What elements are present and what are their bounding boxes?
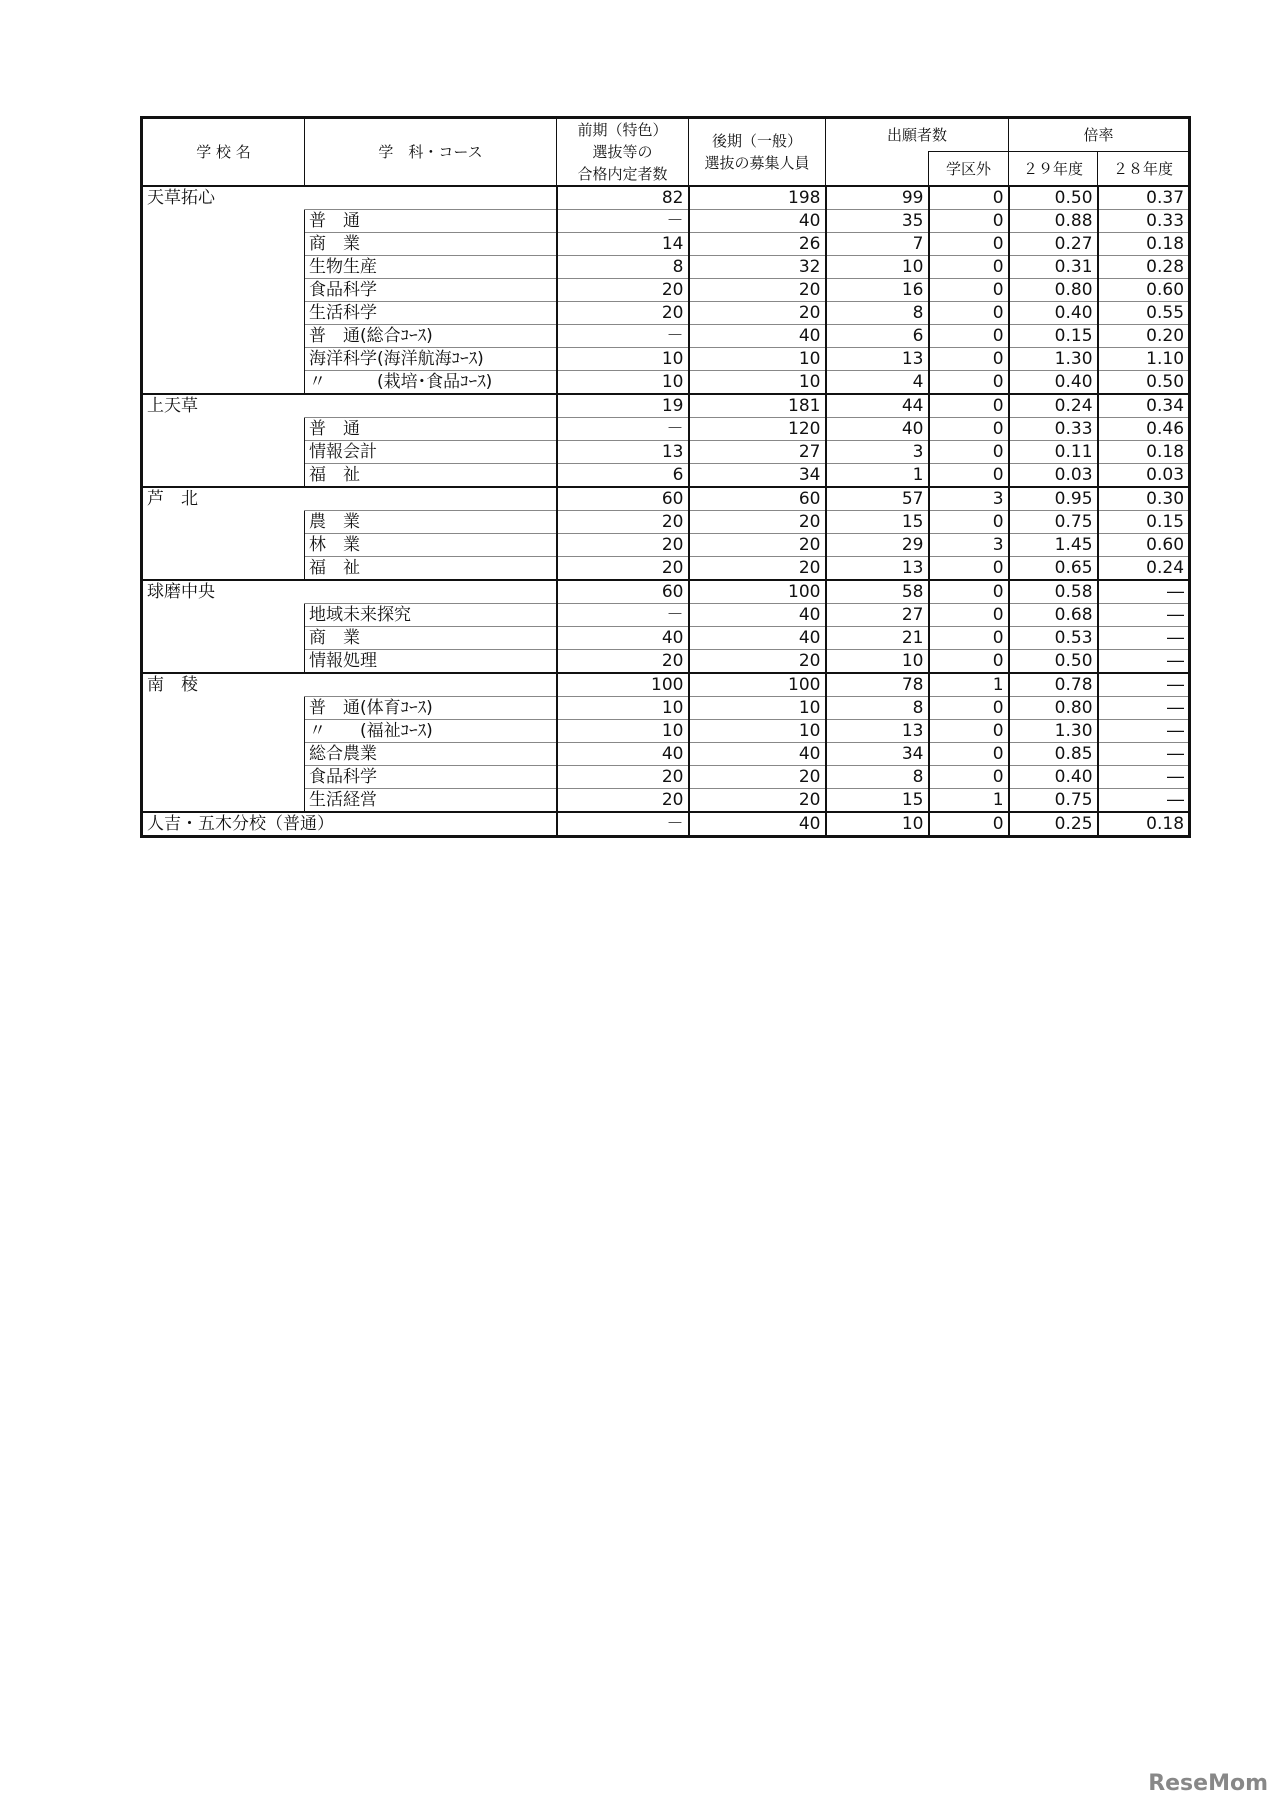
school-name-blank: [142, 720, 305, 743]
cell-apps: 44: [826, 394, 929, 418]
cell-r29: 0.40: [1009, 766, 1098, 789]
cell-out: 0: [929, 210, 1009, 233]
cell-out: 0: [929, 371, 1009, 395]
cell-out: 3: [929, 487, 1009, 511]
cell-r28: 0.03: [1098, 464, 1190, 488]
cell-early: 20: [557, 534, 689, 557]
cell-early: 40: [557, 627, 689, 650]
course-name: 商 業: [305, 627, 557, 650]
header-y28: ２８年度: [1098, 152, 1190, 186]
cell-apps: 29: [826, 534, 929, 557]
course-name: 農 業: [305, 511, 557, 534]
cell-late: 20: [689, 534, 826, 557]
header-late-line: 後期（一般）: [711, 132, 802, 150]
course-name: 普 通: [305, 210, 557, 233]
school-name-blank: [142, 210, 305, 233]
course-row: [142, 464, 1190, 488]
cell-early: －: [557, 604, 689, 627]
course-name: 普 通(体育ｺｰｽ): [305, 697, 557, 720]
cell-out: 0: [929, 233, 1009, 256]
cell-r29: 0.31: [1009, 256, 1098, 279]
course-name: 〃 (栽培･食品ｺｰｽ): [305, 371, 557, 395]
school-name-blank: [142, 766, 305, 789]
cell-late: 34: [689, 464, 826, 488]
cell-out: 0: [929, 464, 1009, 488]
course-row: [142, 743, 1190, 766]
cell-r28: ―: [1098, 720, 1190, 743]
course-row: [142, 720, 1190, 743]
course-row: [142, 279, 1190, 302]
cell-r28: 0.46: [1098, 418, 1190, 441]
course-name: 普 通: [305, 418, 557, 441]
cell-apps: 10: [826, 650, 929, 674]
cell-early: 6: [557, 464, 689, 488]
course-name: 福 祉: [305, 464, 557, 488]
resemom-watermark-logo: ReseMom: [1148, 1771, 1268, 1796]
header-late-line: 選抜の募集人員: [704, 154, 810, 172]
cell-late: 20: [689, 766, 826, 789]
course-row: [142, 233, 1190, 256]
cell-out: 0: [929, 256, 1009, 279]
cell-r29: 0.80: [1009, 697, 1098, 720]
school-name-blank: [142, 511, 305, 534]
cell-early: 20: [557, 302, 689, 325]
cell-r29: 0.25: [1009, 812, 1098, 837]
school-name-blank: [142, 348, 305, 371]
header-y29: ２９年度: [1009, 152, 1098, 186]
cell-r29: 0.68: [1009, 604, 1098, 627]
school-name-blank: [142, 464, 305, 488]
course-name: 情報処理: [305, 650, 557, 674]
cell-late: 10: [689, 697, 826, 720]
cell-late: 20: [689, 557, 826, 581]
course-name: 生活経営: [305, 789, 557, 813]
table-body: [142, 186, 1190, 837]
cell-r29: 1.30: [1009, 348, 1098, 371]
cell-apps: 3: [826, 441, 929, 464]
course-name: 情報会計: [305, 441, 557, 464]
school-name: 上天草: [142, 394, 557, 418]
cell-late: 27: [689, 441, 826, 464]
school-row: [142, 394, 1190, 418]
cell-r29: 0.33: [1009, 418, 1098, 441]
course-name: 〃 (福祉ｺｰｽ): [305, 720, 557, 743]
cell-r29: 0.80: [1009, 279, 1098, 302]
header-late: [689, 118, 826, 187]
cell-early: 8: [557, 256, 689, 279]
school-row: [142, 186, 1190, 210]
cell-early: 19: [557, 394, 689, 418]
course-name: 総合農業: [305, 743, 557, 766]
cell-r29: 0.50: [1009, 650, 1098, 674]
cell-late: 40: [689, 604, 826, 627]
cell-late: 198: [689, 186, 826, 210]
course-name: 商 業: [305, 233, 557, 256]
cell-r28: ―: [1098, 743, 1190, 766]
cell-apps: 10: [826, 256, 929, 279]
cell-late: 32: [689, 256, 826, 279]
cell-r28: 0.28: [1098, 256, 1190, 279]
cell-r29: 0.75: [1009, 511, 1098, 534]
cell-out: 0: [929, 441, 1009, 464]
course-row: [142, 627, 1190, 650]
cell-r29: 0.78: [1009, 673, 1098, 697]
cell-late: 20: [689, 279, 826, 302]
school-row: [142, 673, 1190, 697]
course-name: 海洋科学(海洋航海ｺｰｽ): [305, 348, 557, 371]
cell-apps: 40: [826, 418, 929, 441]
cell-late: 120: [689, 418, 826, 441]
cell-r28: 0.50: [1098, 371, 1190, 395]
header-early-line: 選抜等の: [592, 143, 653, 161]
course-row: [142, 371, 1190, 395]
header-course: 学 科・コース: [305, 118, 557, 187]
cell-late: 100: [689, 673, 826, 697]
course-row: [142, 766, 1190, 789]
cell-r29: 0.58: [1009, 580, 1098, 604]
cell-r28: ―: [1098, 650, 1190, 674]
cell-early: 10: [557, 348, 689, 371]
cell-out: 0: [929, 604, 1009, 627]
cell-apps: 6: [826, 325, 929, 348]
cell-late: 100: [689, 580, 826, 604]
cell-apps: 58: [826, 580, 929, 604]
course-row: [142, 534, 1190, 557]
course-name: 食品科学: [305, 766, 557, 789]
school-name-blank: [142, 627, 305, 650]
cell-late: 20: [689, 302, 826, 325]
cell-late: 26: [689, 233, 826, 256]
school-name-blank: [142, 604, 305, 627]
course-row: [142, 441, 1190, 464]
cell-r29: 0.75: [1009, 789, 1098, 813]
cell-early: －: [557, 325, 689, 348]
cell-apps: 13: [826, 557, 929, 581]
header-early-line: 前期（特色）: [577, 121, 668, 139]
cell-apps: 16: [826, 279, 929, 302]
cell-r28: 0.55: [1098, 302, 1190, 325]
cell-r28: 0.60: [1098, 534, 1190, 557]
cell-early: 40: [557, 743, 689, 766]
cell-apps: 8: [826, 766, 929, 789]
cell-late: 181: [689, 394, 826, 418]
admissions-table: [140, 116, 1191, 838]
cell-out: 0: [929, 325, 1009, 348]
cell-early: 14: [557, 233, 689, 256]
cell-r28: ―: [1098, 697, 1190, 720]
course-row: [142, 302, 1190, 325]
cell-r28: 0.30: [1098, 487, 1190, 511]
header-applicants: 出願者数: [826, 118, 1009, 152]
cell-early: 100: [557, 673, 689, 697]
cell-apps: 21: [826, 627, 929, 650]
cell-out: 0: [929, 743, 1009, 766]
cell-late: 10: [689, 720, 826, 743]
cell-r29: 1.45: [1009, 534, 1098, 557]
cell-early: 13: [557, 441, 689, 464]
cell-r28: ―: [1098, 673, 1190, 697]
cell-apps: 15: [826, 511, 929, 534]
cell-late: 20: [689, 789, 826, 813]
cell-r28: 0.15: [1098, 511, 1190, 534]
course-name: 林 業: [305, 534, 557, 557]
course-name: 福 祉: [305, 557, 557, 581]
cell-early: 20: [557, 650, 689, 674]
cell-apps: 1: [826, 464, 929, 488]
cell-out: 0: [929, 418, 1009, 441]
cell-out: 0: [929, 627, 1009, 650]
school-name-blank: [142, 650, 305, 674]
school-name: 天草拓心: [142, 186, 557, 210]
cell-out: 1: [929, 789, 1009, 813]
cell-out: 0: [929, 580, 1009, 604]
cell-late: 20: [689, 511, 826, 534]
course-row: [142, 604, 1190, 627]
cell-r29: 0.53: [1009, 627, 1098, 650]
course-row: [142, 650, 1190, 674]
cell-late: 40: [689, 743, 826, 766]
cell-out: 1: [929, 673, 1009, 697]
header-outside: 学区外: [929, 152, 1009, 186]
school-name-blank: [142, 279, 305, 302]
school-row: [142, 487, 1190, 511]
school-name-blank: [142, 233, 305, 256]
cell-apps: 34: [826, 743, 929, 766]
cell-apps: 8: [826, 697, 929, 720]
cell-r28: 0.34: [1098, 394, 1190, 418]
cell-late: 40: [689, 210, 826, 233]
cell-r28: 0.20: [1098, 325, 1190, 348]
cell-apps: 8: [826, 302, 929, 325]
cell-r29: 0.40: [1009, 302, 1098, 325]
course-row: [142, 511, 1190, 534]
cell-out: 0: [929, 697, 1009, 720]
cell-out: 0: [929, 186, 1009, 210]
school-name-blank: [142, 302, 305, 325]
cell-early: 10: [557, 697, 689, 720]
cell-r29: 0.40: [1009, 371, 1098, 395]
course-row: [142, 325, 1190, 348]
cell-r29: 0.95: [1009, 487, 1098, 511]
cell-early: 60: [557, 487, 689, 511]
cell-r29: 0.03: [1009, 464, 1098, 488]
cell-apps: 4: [826, 371, 929, 395]
school-name-blank: [142, 256, 305, 279]
cell-late: 40: [689, 325, 826, 348]
cell-r28: 0.33: [1098, 210, 1190, 233]
cell-r28: 0.60: [1098, 279, 1190, 302]
school-name-blank: [142, 743, 305, 766]
course-name: 食品科学: [305, 279, 557, 302]
cell-early: 60: [557, 580, 689, 604]
course-row: [142, 697, 1190, 720]
cell-late: 40: [689, 627, 826, 650]
cell-r29: 0.24: [1009, 394, 1098, 418]
course-row: [142, 557, 1190, 581]
course-row: [142, 789, 1190, 813]
cell-early: 82: [557, 186, 689, 210]
school-name-blank: [142, 441, 305, 464]
cell-early: 20: [557, 557, 689, 581]
cell-r28: ―: [1098, 604, 1190, 627]
school-name: 人吉・五木分校（普通）: [142, 812, 557, 837]
cell-late: 40: [689, 812, 826, 837]
header-applicants-blank: [826, 152, 929, 186]
cell-r28: 0.18: [1098, 812, 1190, 837]
cell-r28: ―: [1098, 627, 1190, 650]
school-name-blank: [142, 325, 305, 348]
cell-out: 0: [929, 348, 1009, 371]
course-row: [142, 256, 1190, 279]
cell-out: 3: [929, 534, 1009, 557]
header-school: 学 校 名: [142, 118, 305, 187]
cell-r29: 0.11: [1009, 441, 1098, 464]
cell-early: －: [557, 812, 689, 837]
course-name: 生物生産: [305, 256, 557, 279]
cell-out: 0: [929, 511, 1009, 534]
cell-r28: ―: [1098, 789, 1190, 813]
cell-apps: 13: [826, 348, 929, 371]
school-name-blank: [142, 418, 305, 441]
cell-r28: 1.10: [1098, 348, 1190, 371]
cell-out: 0: [929, 279, 1009, 302]
cell-r29: 0.27: [1009, 233, 1098, 256]
cell-r29: 0.15: [1009, 325, 1098, 348]
cell-out: 0: [929, 812, 1009, 837]
cell-apps: 10: [826, 812, 929, 837]
cell-r29: 0.50: [1009, 186, 1098, 210]
cell-out: 0: [929, 650, 1009, 674]
cell-out: 0: [929, 302, 1009, 325]
cell-r28: 0.24: [1098, 557, 1190, 581]
cell-apps: 27: [826, 604, 929, 627]
course-name: 地域未来探究: [305, 604, 557, 627]
cell-early: 10: [557, 720, 689, 743]
cell-r28: 0.18: [1098, 441, 1190, 464]
cell-early: 20: [557, 766, 689, 789]
cell-early: 10: [557, 371, 689, 395]
header-early: [557, 118, 689, 187]
school-name-blank: [142, 557, 305, 581]
cell-r29: 0.88: [1009, 210, 1098, 233]
cell-out: 0: [929, 766, 1009, 789]
cell-late: 20: [689, 650, 826, 674]
cell-late: 10: [689, 348, 826, 371]
course-name: 普 通(総合ｺｰｽ): [305, 325, 557, 348]
school-name-blank: [142, 697, 305, 720]
cell-apps: 35: [826, 210, 929, 233]
school-name: 球磨中央: [142, 580, 557, 604]
header-early-line: 合格内定者数: [577, 165, 668, 183]
cell-apps: 15: [826, 789, 929, 813]
cell-out: 0: [929, 557, 1009, 581]
cell-apps: 13: [826, 720, 929, 743]
cell-early: －: [557, 210, 689, 233]
cell-apps: 99: [826, 186, 929, 210]
cell-apps: 57: [826, 487, 929, 511]
school-row: [142, 580, 1190, 604]
cell-early: －: [557, 418, 689, 441]
cell-r28: ―: [1098, 580, 1190, 604]
school-name-blank: [142, 534, 305, 557]
cell-early: 20: [557, 279, 689, 302]
cell-r28: ―: [1098, 766, 1190, 789]
school-name: 芦 北: [142, 487, 557, 511]
cell-r28: 0.18: [1098, 233, 1190, 256]
cell-apps: 78: [826, 673, 929, 697]
cell-r29: 0.85: [1009, 743, 1098, 766]
school-name: 南 稜: [142, 673, 557, 697]
school-name-blank: [142, 789, 305, 813]
cell-r28: 0.37: [1098, 186, 1190, 210]
cell-late: 10: [689, 371, 826, 395]
cell-apps: 7: [826, 233, 929, 256]
cell-r29: 1.30: [1009, 720, 1098, 743]
cell-r29: 0.65: [1009, 557, 1098, 581]
cell-out: 0: [929, 720, 1009, 743]
course-name: 生活科学: [305, 302, 557, 325]
header-ratio: 倍率: [1009, 118, 1190, 152]
cell-early: 20: [557, 511, 689, 534]
school-row: [142, 812, 1190, 837]
cell-early: 20: [557, 789, 689, 813]
cell-late: 60: [689, 487, 826, 511]
course-row: [142, 348, 1190, 371]
course-row: [142, 418, 1190, 441]
course-row: [142, 210, 1190, 233]
school-name-blank: [142, 371, 305, 395]
cell-out: 0: [929, 394, 1009, 418]
